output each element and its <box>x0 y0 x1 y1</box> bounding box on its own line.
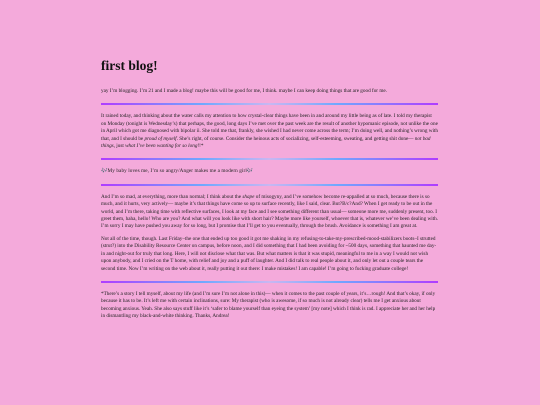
lyric-line: 🎶My baby loves me, I’m so angry/Anger makes me a modern girl🎶 <box>101 168 254 175</box>
rain-paragraph <box>101 113 438 150</box>
gradient-divider <box>101 158 438 160</box>
friday-paragraph: Not all of the time, though. Last Friday–the one that ended up too good it got me shaking in my refusing-to-take-my-prescribed-mood-stabilizers boots–I strutted (strut?) into the Disability Resource Center on campus, before noon, and I did something that I had been avoiding for ~500 days, something that haunted me day-in and night-out for truly that long. Here, I will not disclose what that was. But what matters is that it was stupid, meaningful to me in a way I would not wish upon anybody, and I cried on the T home, with relief and joy and a puff of laughter. And I did talk to real people about it, and only let out a couple tears the second time. Now I’m writing on the web about it, really putting it out there: I make mistakes! I am capable! I’m going to fucking graduate college! <box>101 235 437 272</box>
gradient-divider <box>101 103 438 105</box>
gradient-divider <box>101 281 438 283</box>
mad-emphasis-shape: shape <box>242 193 255 200</box>
blog-post <box>101 58 438 321</box>
rain-emphasis-not-bad: not bad things <box>101 135 431 150</box>
rain-text-b: . She’s right, of course. Consider the heinous acts of socializing, self-esteeming, sweating, and getting shit done— <box>176 135 415 142</box>
rain-emphasis-proud: proud of myself <box>144 135 177 142</box>
rain-text-a: It rained today, and thinking about the water calls my attention to how crystal-clear things have been in and around my little being as of late. I told my therapist on Monday (tonight is Wednesday’s) that perhaps, the good, long days I’ve met over the past week are the result of another hypomanic episode, not unlike the one in April which got me diagnosed with bipolar ii. She told me that, frankly, she wished I had never come across the term; I’m doing well, and nothing’s wrong with that, and I should be <box>101 113 438 142</box>
footnote-paragraph: *There’s a story I tell myself, about my life (and I’m sure I’m not alone in this)— when it comes to the past couple of years, it’s…rough! And that’s okay, if only because it has to be. It’s left me with certain inclinations, sure: My therapist (who is awesome, if so much is not already clear) tells me I get anxious about becoming anxious. Yeah. She also says stuff like it’s ‘safer to blame yourself than eyeing the system’ [my note] which I think is rad. I appreciate her and her help in dismantling my black-and-white thinking. Thanks, Andrea! <box>101 290 436 320</box>
rain-text-c: , just <box>113 143 126 150</box>
mad-text-a: And I’m so mad, at everything, more than normal; I think about the <box>101 193 243 200</box>
post-title: first blog! <box>101 58 158 73</box>
rain-emphasis-wanting: what I’ve been wanting for so long <box>125 143 198 150</box>
gradient-divider <box>101 184 438 186</box>
intro-paragraph: yay I’m blogging. I’m 21 and I made a blog! maybe this will be good for me, I think. maybe I can keep doing things that are good for me. <box>101 88 387 94</box>
mad-text-b: of misogyny, and I’ve somehow become re-appalled at so much, because there is so much, and it hurts, very actively— maybe it’s that things have come so up to surface recently, like I said, clear. But?B/c?And? When I get ready to be out in the world, and I’m there, taking time with reflective surfaces, I look at my face and I see something different than usual— someone more me, suddenly present, too. I greet them, haha, hello! Who are you? And what will you look like with short hair? Maybe more like yourself, whoever that is, whatever we’ve been dealing with. I’m sorry I may have pushed you away for so long, but I promise that I’ll get to you eventually, through the brush. Avoidance is something I am great at. <box>101 193 438 230</box>
mad-paragraph <box>101 194 438 231</box>
rain-text-d: !!* <box>197 143 204 150</box>
